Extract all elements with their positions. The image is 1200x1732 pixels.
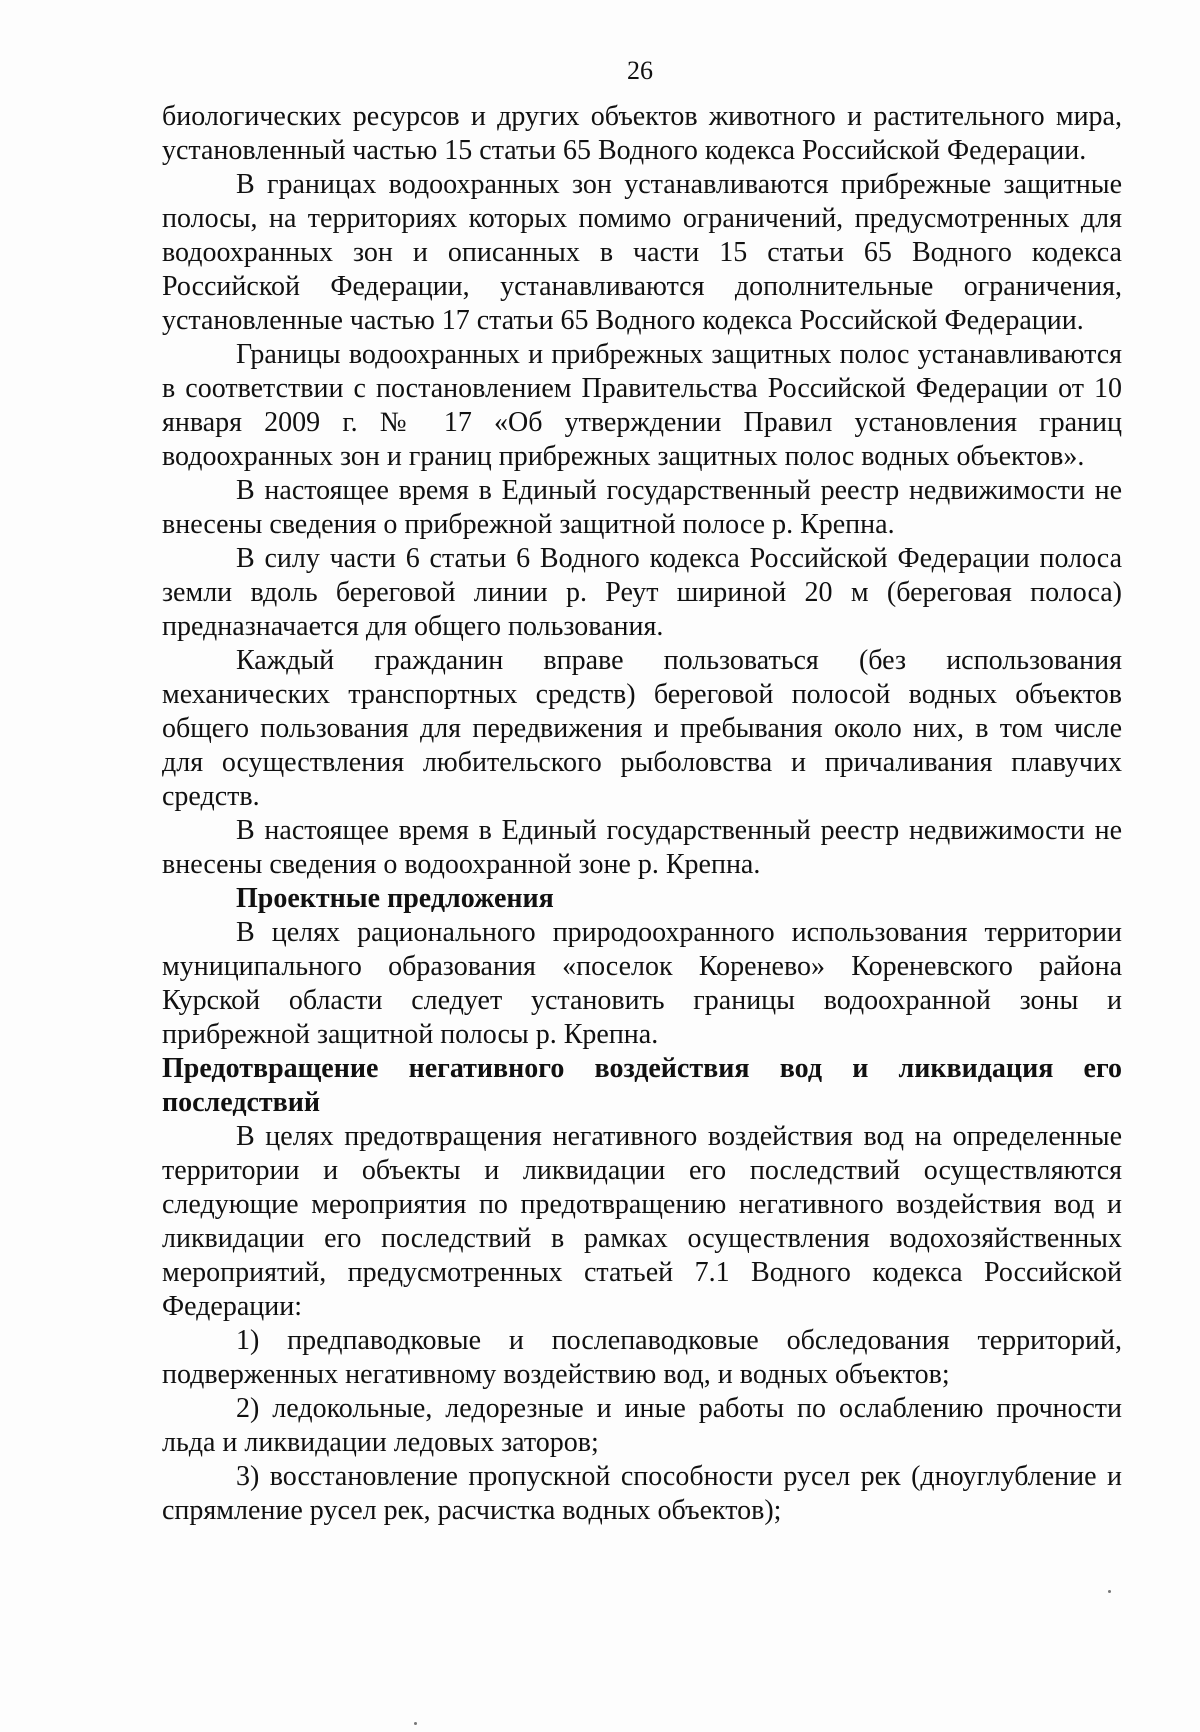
paragraph: В настоящее время в Единый государственный реестр недвижимости не внесены сведения о водоохранной зоне р. Крепна. bbox=[162, 815, 1122, 880]
paragraph-continuation: биологических ресурсов и других объектов животного и растительного мира, установленный частью 15 статьи 65 Водного кодекса Российской Федерации. bbox=[162, 101, 1122, 166]
scan-speck bbox=[414, 1722, 417, 1725]
paragraph: Границы водоохранных и прибрежных защитных полос устанавливаются в соответствии с постановлением Правительства Российской Федерации от 10 января 2009 г. № 17 «Об утверждении Правил установления границ водоохранных зон и границ прибрежных защитных полос водных объектов». bbox=[162, 339, 1122, 472]
section-heading: Проектные предложения bbox=[236, 883, 554, 914]
paragraph: В целях предотвращения негативного воздействия вод на определенные территории и объекты и ликвидации его последствий осуществляются следующие мероприятия по предотвращению негативного воздействия вод и ликвидации его последствий в рамках осуществления водохозяйственных мероприятий, предусмотренных статьей 7.1 Водного кодекса Российской Федерации: bbox=[162, 1121, 1122, 1322]
page-number: 26 bbox=[627, 56, 653, 85]
list-item: 3) восстановление пропускной способности русел рек (дноуглубление и спрямление русел рек, расчистка водных объектов); bbox=[162, 1461, 1122, 1526]
section-heading: Предотвращение негативного воздействия вод и ликвидация его последствий bbox=[162, 1053, 1122, 1118]
paragraph: В границах водоохранных зон устанавливаются прибрежные защитные полосы, на территориях которых помимо ограничений, предусмотренных для водоохранных зон и описанных в части 15 статьи 65 Водного кодекса Российской Федерации, устанавливаются дополнительные ограничения, установленные частью 17 статьи 65 Водного кодекса Российской Федерации. bbox=[162, 169, 1122, 336]
paragraph: В силу части 6 статьи 6 Водного кодекса Российской Федерации полоса земли вдоль береговой линии р. Реут шириной 20 м (береговая полоса) предназначается для общего пользования. bbox=[162, 543, 1122, 642]
document-body bbox=[162, 100, 1122, 1528]
paragraph: В целях рационального природоохранного использования территории муниципального образования «поселок Коренево» Кореневского района Курской области следует установить границы водоохранной зоны и прибрежной защитной полосы р. Крепна. bbox=[162, 917, 1122, 1050]
list-item: 1) предпаводковые и послепаводковые обследования территорий, подверженных негативному воздействию вод, и водных объектов; bbox=[162, 1325, 1122, 1390]
paragraph: В настоящее время в Единый государственный реестр недвижимости не внесены сведения о прибрежной защитной полосе р. Крепна. bbox=[162, 475, 1122, 540]
paragraph: Каждый гражданин вправе пользоваться (без использования механических транспортных средств) береговой полосой водных объектов общего пользования для передвижения и пребывания около них, в том числе для осуществления любительского рыболовства и причаливания плавучих средств. bbox=[162, 645, 1122, 812]
scan-speck bbox=[1108, 1590, 1111, 1593]
list-item: 2) ледокольные, ледорезные и иные работы по ослаблению прочности льда и ликвидации ледовых заторов; bbox=[162, 1393, 1122, 1458]
